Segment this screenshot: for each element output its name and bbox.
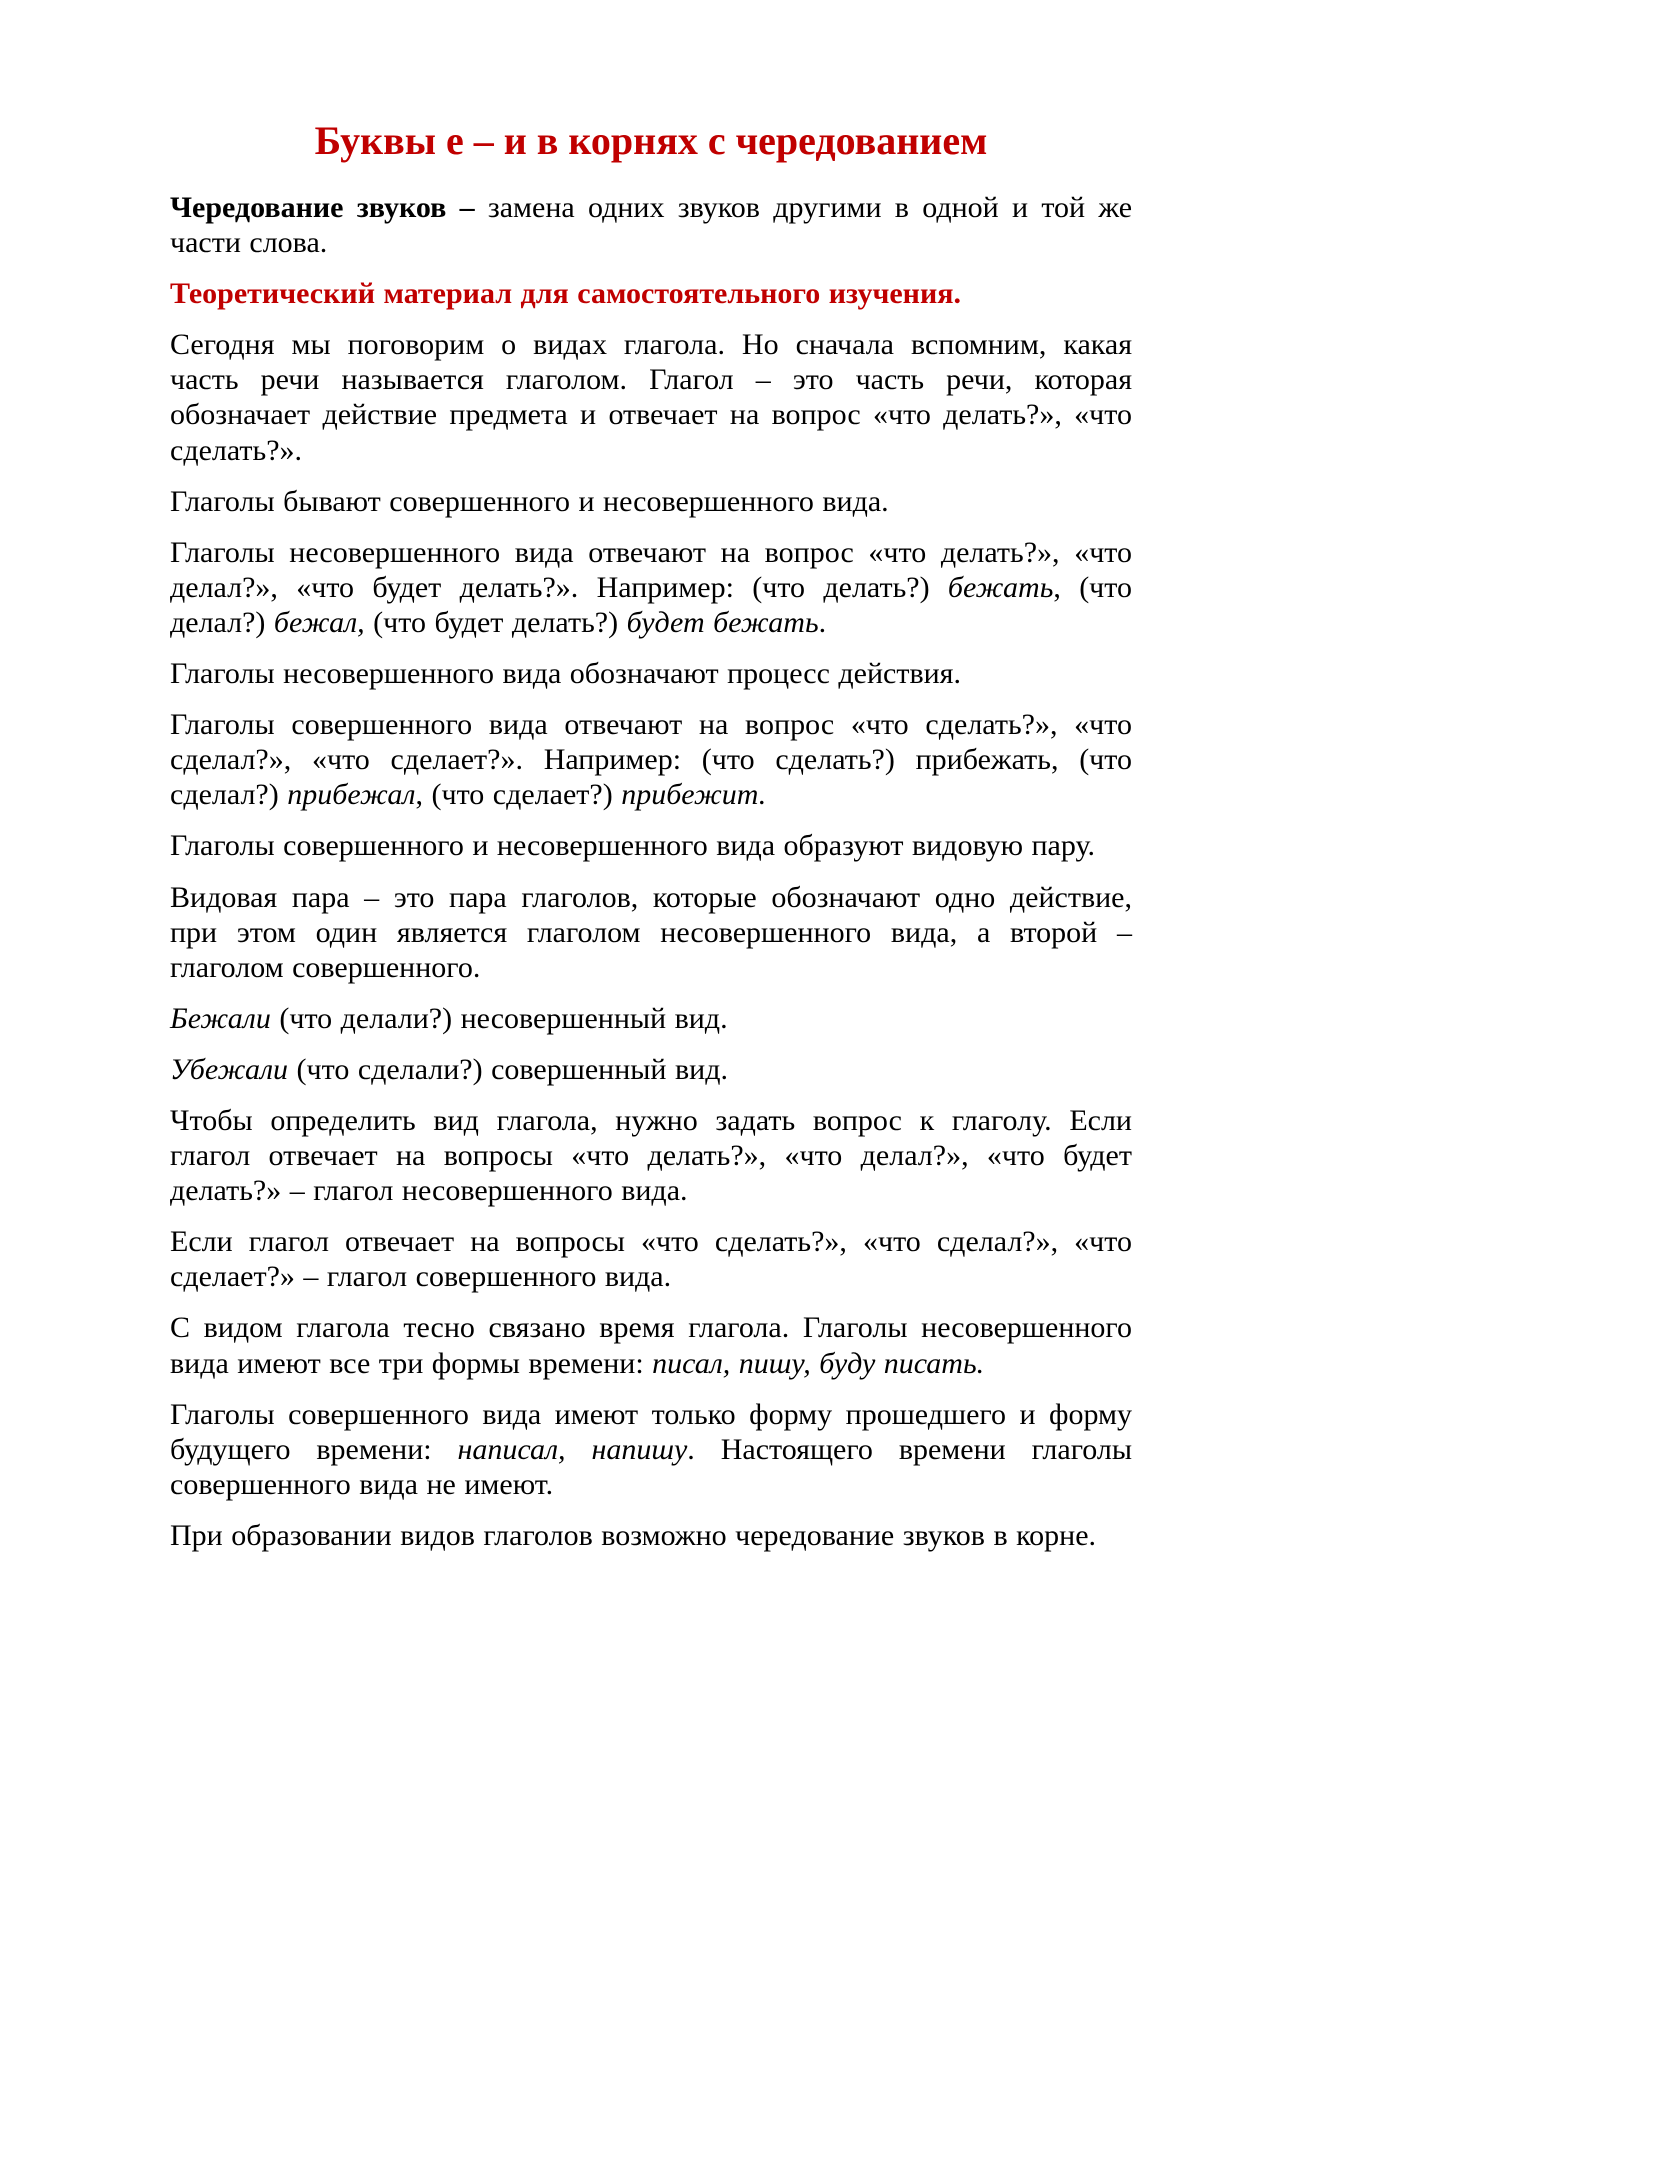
text-segment: Глаголы бывают совершенного и несовершенного вида. [170, 484, 889, 518]
paragraph [170, 327, 1141, 467]
text-segment: Убежали [170, 1052, 289, 1086]
paragraph [170, 1224, 1141, 1294]
text-segment: бежал, [273, 605, 365, 639]
text-segment: писал, пишу, буду писать. [652, 1346, 985, 1380]
paragraph [170, 656, 1132, 691]
document-title: Буквы е – и в корнях с чередованием [314, 118, 988, 163]
paragraph [170, 828, 1132, 863]
text-segment: бежать [947, 570, 1054, 604]
paragraphs [170, 190, 1141, 1553]
text-segment: Видовая пара – это пара глаголов, которые обозначают одно действие, при этом один является глаголом несовершенного вида, а второй – глаголом совершенного. [170, 880, 1141, 984]
paragraph [170, 1052, 1132, 1087]
text-segment: Глаголы несовершенного вида отвечают на вопрос «что делать?», «что делал?», «что будет делать?». Например: (что делать?) [170, 535, 1141, 604]
text-segment: Теоретический материал для самостоятельного изучения. [170, 277, 961, 311]
text-segment: будет бежать [626, 605, 819, 639]
text-segment: (что сделали?) совершенный вид. [288, 1052, 728, 1086]
text-segment: При образовании видов глаголов возможно чередование звуков в корне. [170, 1518, 1097, 1552]
text-segment: , (что сделает?) [415, 778, 622, 812]
document-content [170, 118, 1141, 1553]
paragraph [170, 1103, 1141, 1208]
text-segment: Сегодня мы поговорим о видах глагола. Но сначала вспомним, какая часть речи называется глаголом. Глагол – это часть речи, которая обозначает действие предмета и отвечает на вопрос «что делать?», «что сделать?». [170, 328, 1141, 467]
text-segment: прибежал [287, 778, 416, 812]
text-segment: Глаголы совершенного вида отвечают на вопрос «что сделать?», «что сделал?», «что сделает?». Например: (что сделать?) прибежать, (что сделал?) [170, 708, 1141, 812]
paragraph [170, 1518, 1132, 1553]
text-segment: написал, напишу [457, 1432, 688, 1466]
text-segment: Глаголы совершенного и несовершенного вида образуют видовую пару. [170, 829, 1095, 863]
text-segment: Глаголы несовершенного вида обозначают процесс действия. [170, 657, 961, 691]
text-segment: . Настоящего времени глаголы совершенного вида не имеют. [170, 1432, 1141, 1501]
text-segment: С видом глагола тесно связано время глагола. Глаголы несовершенного вида имеют все три формы времени: [170, 1311, 1141, 1380]
text-segment: замена одних звуков другими в одной и той же части слова. [170, 191, 1141, 260]
paragraph [170, 1001, 1132, 1036]
text-segment: прибежит. [621, 778, 767, 812]
paragraph [170, 190, 1141, 260]
text-segment: , (что делал?) [170, 570, 1141, 639]
paragraph [170, 535, 1141, 640]
paragraph [170, 276, 1132, 311]
text-segment: Бежали [170, 1001, 271, 1035]
paragraph [170, 484, 1132, 519]
paragraph [170, 1397, 1141, 1502]
text-segment: (что делали?) несовершенный вид. [270, 1001, 728, 1035]
paragraph [170, 880, 1141, 985]
paragraph [170, 707, 1141, 812]
text-segment: Чтобы определить вид глагола, нужно задать вопрос к глаголу. Если глагол отвечает на вопросы «что делать?», «что делал?», «что будет делать?» – глагол несовершенного вида. [170, 1103, 1141, 1208]
text-segment: . [818, 605, 827, 639]
text-segment: Если глагол отвечает на вопросы «что сделать?», «что сделал?», «что сделает?» – глагол совершенного вида. [170, 1225, 1141, 1294]
text-segment: Чередование звуков – [170, 191, 488, 224]
text-segment: (что будет делать?) [364, 605, 627, 639]
paragraph [170, 1310, 1141, 1380]
text-segment: Глаголы совершенного вида имеют только форму прошедшего и форму будущего времени: [170, 1397, 1141, 1466]
